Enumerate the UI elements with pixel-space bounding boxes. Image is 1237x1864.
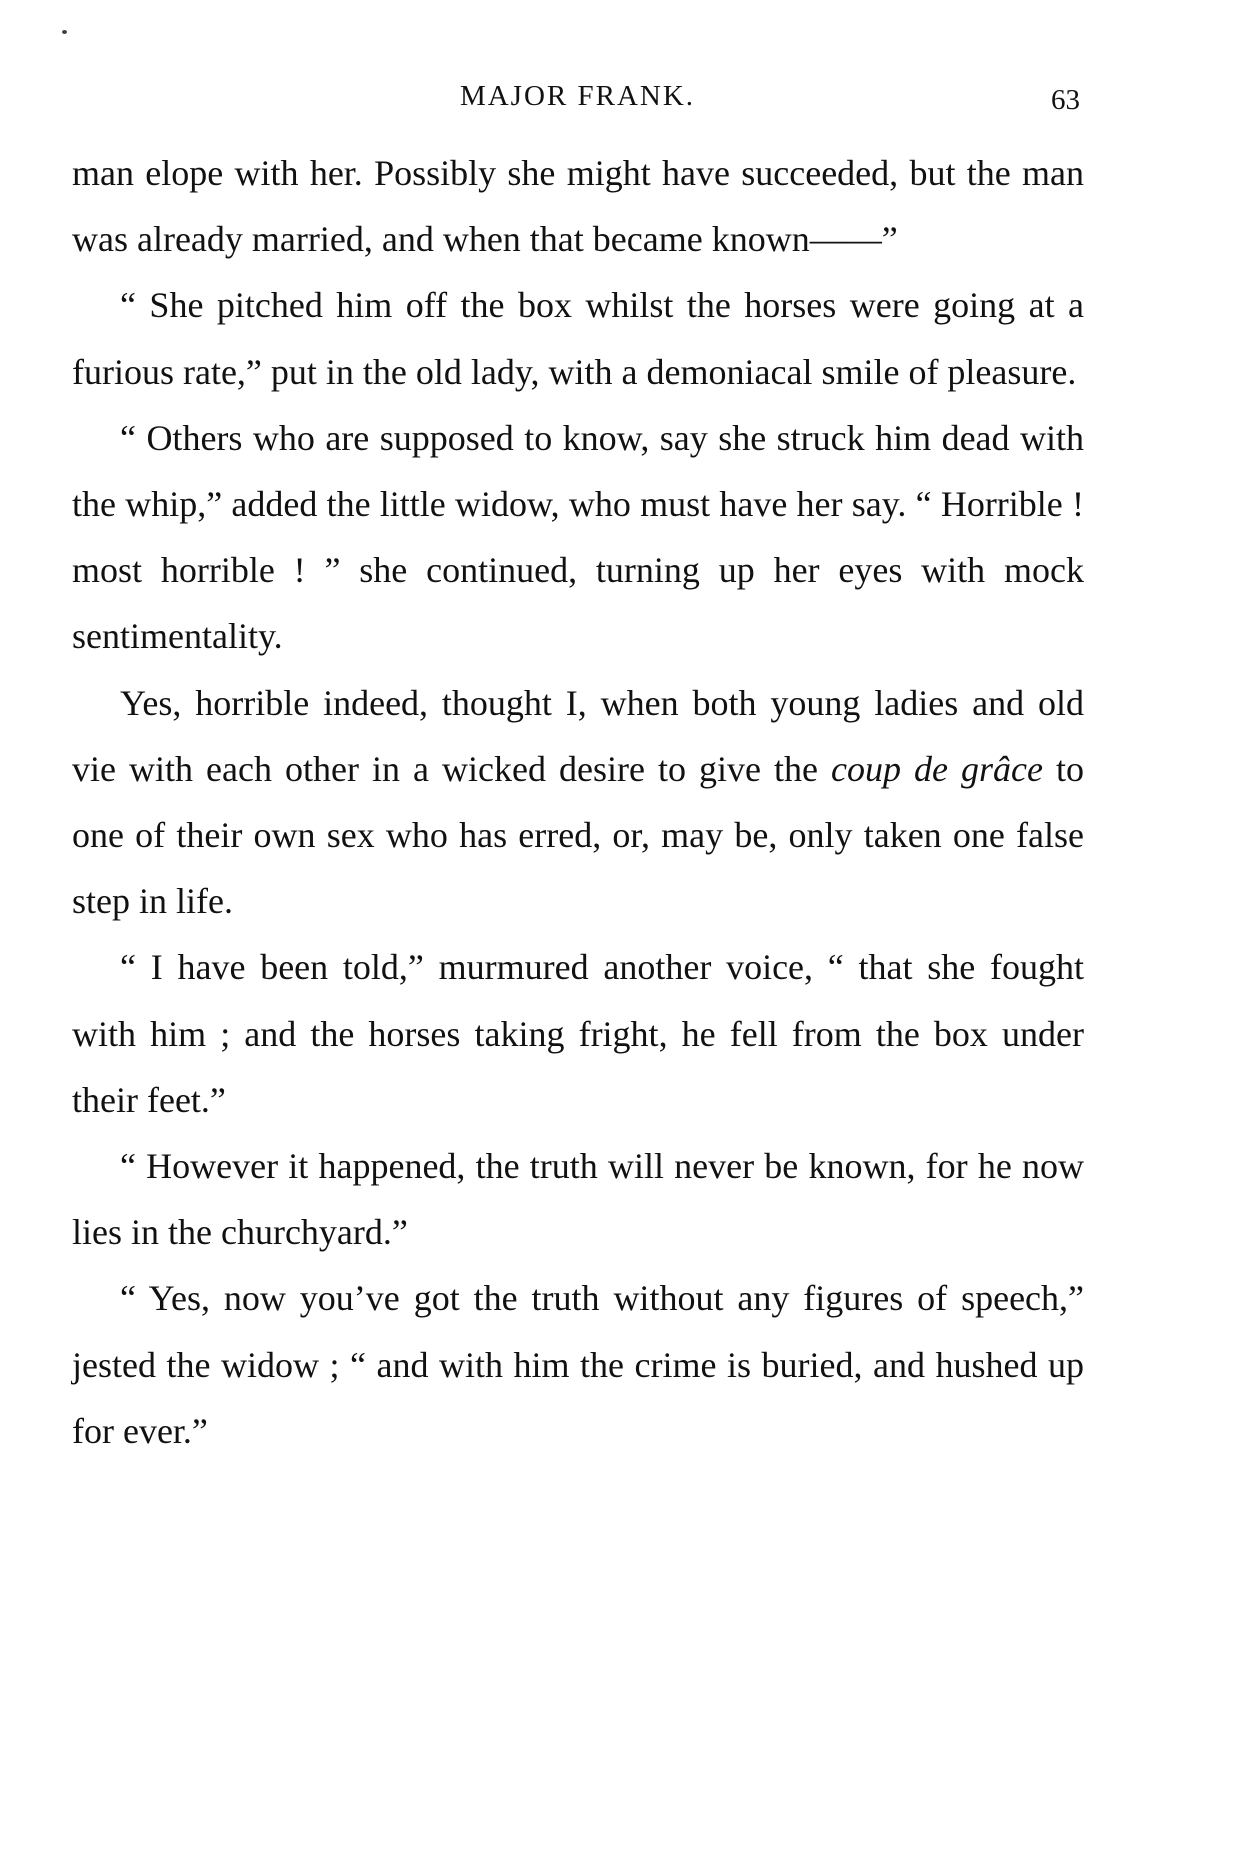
paragraph-text: Yes, horrible indeed, thought I, when both young ladies and old vie with each other in a wicked desire to give the xyxy=(72,682,1084,789)
running-head xyxy=(75,76,1080,116)
paragraph: “ Yes, now you’ve got the truth without any figures of speech,” jested the widow ; “ and with him the crime is buried, and hushed up for ever.” xyxy=(72,1278,1084,1451)
paragraph xyxy=(72,670,1084,935)
paragraph: “ However it happened, the truth will never be known, for he now lies in the churchyard.” xyxy=(72,1146,1084,1253)
ink-speck xyxy=(62,30,67,34)
body-text xyxy=(72,140,1084,1464)
paragraph-text: to one of their own sex who has erred, or, may be, only taken one false step in life. xyxy=(72,748,1084,922)
paragraph-continued: man elope with her. Possibly she might have succeeded, but the man was already married, and when that became known——” xyxy=(72,153,1084,260)
paragraph: “ I have been told,” murmured another voice, “ that she fought with him ; and the horses taking fright, he fell from the box under their feet.” xyxy=(72,947,1084,1120)
page-number: 63 xyxy=(1051,84,1080,116)
paragraph: “ She pitched him off the box whilst the horses were going at a furious rate,” put in the old lady, with a demoniacal smile of pleasure. xyxy=(72,285,1084,392)
paragraph: “ Others who are supposed to know, say she struck him dead with the whip,” added the little widow, who must have her say. “ Horrible ! most horrible ! ” she continued, turning up her eyes with mock sentimentality. xyxy=(72,417,1084,657)
italic-phrase: coup de grâce xyxy=(830,748,1043,789)
running-title: MAJOR FRANK. xyxy=(459,80,696,112)
